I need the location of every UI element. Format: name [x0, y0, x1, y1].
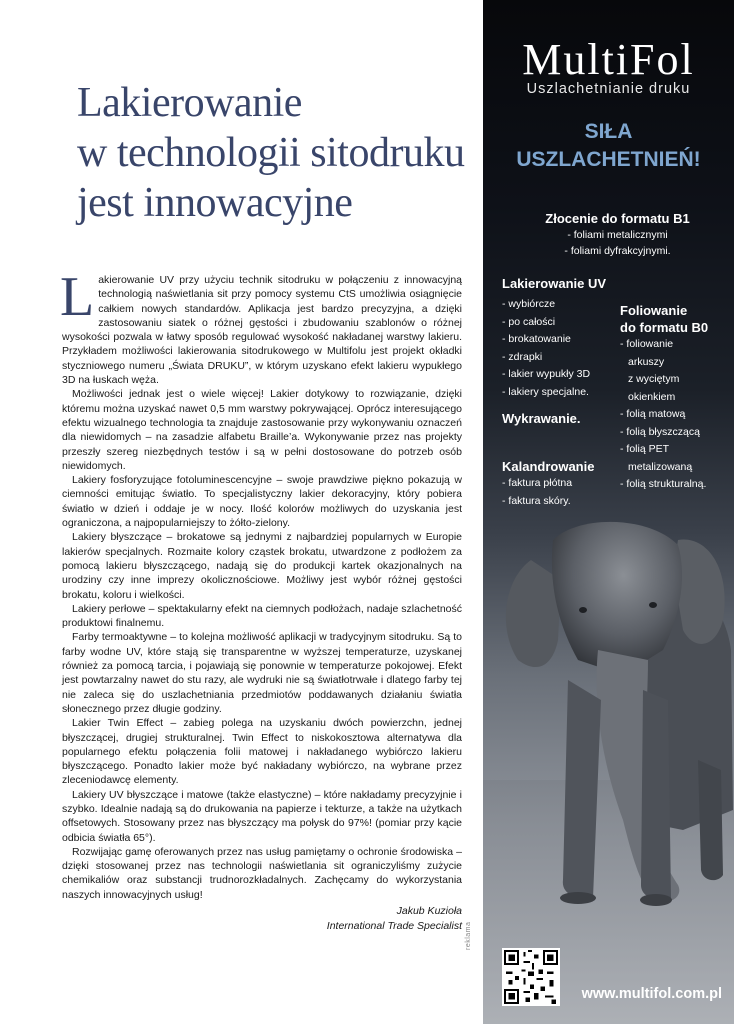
service-heading: Foliowanie: [620, 303, 688, 318]
paragraph: Lakiery błyszczące – brokatowe są jednymi z najbardziej popularnych w Europie lakierów specjalnych. Rozmaite kolory cząstek brokatu, utwardzone z podłożem za pomocą lakieru błyszczącego, nadają się do produkcji kartek okazjonalnych na urodziny czy inne imprezy okolicznościowe. Możliwy jest wybór różnej gęstości brokatu, koloru i wielkości.: [62, 531, 462, 601]
slogan-line-2: USZLACHETNIEŃ!: [516, 148, 701, 171]
service-item: metalizowaną: [628, 460, 693, 473]
multifol-logo: MultiFol: [522, 35, 695, 84]
service-lakierowanie: [502, 275, 606, 401]
service-item: - folią strukturalną.: [620, 478, 707, 490]
title-line-3: jest innowacyjne: [77, 180, 353, 226]
service-heading: Kalandrowanie: [502, 459, 595, 474]
slogan-line-1: SIŁA: [584, 120, 633, 143]
service-item: arkuszy: [628, 355, 665, 368]
qr-code-icon: [502, 948, 560, 1006]
signature: [62, 904, 462, 934]
service-item: z wyciętym: [628, 373, 680, 385]
service-item: - lakier wypukły 3D: [502, 368, 591, 380]
paragraph: Farby termoaktywne – to kolejna możliwość aplikacji w tradycyjnym sitodruku. Są to farby wodne UV, które stają się transparentne w wyższej temperaturze, uzyskanej również za pomocą tarcia, i pojawiają się ponownie w temperaturze pokojowej. Efekt jest powtarzalny nawet do stu razy, ale wydruki nie są światłotrwałe i dlatego farby tej nie zaleca się do uszlachetniania przedmiotów poddawanych działaniu światła słonecznego przez długie godziny.: [62, 631, 462, 715]
service-heading: do formatu B0: [620, 320, 709, 335]
service-item: - lakiery specjalne.: [502, 385, 589, 398]
website-link[interactable]: www.multifol.com.pl: [581, 986, 722, 1002]
service-item: - po całości: [502, 315, 556, 328]
paragraph: Lakierowanie UV przy użyciu technik sitodruku w połączeniu z innowacyjną technologią naświetlania sit przy pomocy systemu CtS umożliwia osiągnięcie całkiem nowych standardów. Aplikacja jest bardzo precyzyjna, a dzięki zastosowaniu siatek o różnej gęstości i zbudowaniu szablonów o różnej wysokości pozwala w łatwy sposób regulować wysokość nakładanej warstwy lakieru. Przykładem możliwości lakierowania sitodrukowego w Multifolu jest projekt okładki styczniowego numeru „Świata DRUKU”, w którym uzyskano efekt lakieru wypukłego 3D na łuskach węża.: [60, 266, 462, 387]
author-role: International Trade Specialist: [326, 920, 462, 933]
article-title: [77, 78, 477, 228]
drop-cap: L: [60, 266, 95, 328]
service-zlocenie: [515, 210, 720, 259]
service-item: - zdrapki: [502, 350, 543, 363]
service-item: - foliowanie: [620, 338, 674, 350]
elephant-image: [483, 500, 734, 1024]
service-wykrawanie: [502, 410, 581, 427]
paragraph: Lakiery perłowe – spektakularny efekt na ciemnych podłożach, nadaje szlachetność produktowi finalnemu.: [62, 602, 462, 630]
paragraph: Możliwości jednak jest o wiele więcej! Lakier dotykowy to rozwiązanie, dzięki któremu można uzyskać nawet 0,5 mm warstwy pokrywającej. Oprócz interesującego efektu wizualnego technologia ta znajduje zastosowanie przy wykonywaniu oznaczeń dla niewidomych – na zasadzie alfabetu Braille’a. Wykonywanie przez nas projekty przeszły szereg niezbędnych testów i są w pełni dostosowane do potrzeb osób niewidomych.: [62, 388, 462, 472]
advertisement-label: reklama: [465, 921, 472, 950]
advertisement-panel: [483, 0, 734, 1024]
paragraph: Lakiery fosforyzujące fotoluminescencyjne – swoje prawdziwe piękno pokazują w ciemności emitując światło. To specjalistyczny lakier dekoracyjny, który pobiera światło w dzień i oddaje je w nocy. Ilość kolorów możliwych do uzyskania jest ograniczona, a najpopularniejszy to żółto-zielony.: [62, 474, 462, 530]
service-heading: Wykrawanie.: [502, 411, 581, 426]
slogan: [483, 118, 734, 174]
paragraph: Lakier Twin Effect – zabieg polega na uzyskaniu dwóch powierzchn, jednej błyszczącej, drugiej strukturalnej. Twin Effect to niskokosztowa alternatywa dla popularnego efektu połączenia folii matowej i nakładanego wybiórczo lakieru błyszczącego. Ponadto lakier może być nakładany wybiórczo, na wybrane przez zleceniodawcę elementy.: [62, 717, 462, 787]
service-item: okienkiem: [628, 390, 676, 403]
service-item: - brokatowanie: [502, 333, 571, 345]
paragraph: Lakiery UV błyszczące i matowe (także elastyczne) – które nakładamy precyzyjnie i szybko. Idealnie nadają są do drukowania na papierze i tekturze, a także na użytkach offsetowych. Stosowany przez nas błyszczący ma połysk do 97%! (pomiar przy kącie odbicia światła 65°).: [62, 788, 462, 844]
title-line-1: Lakierowanie: [77, 80, 302, 126]
service-item: - faktura płótna: [502, 477, 573, 489]
logo-subtitle: Uszlachetnianie druku: [526, 81, 691, 97]
service-item: - folią błyszczącą: [620, 425, 700, 438]
service-item: - folią PET: [620, 443, 670, 455]
service-item: - foliami dyfrakcyjnymi.: [564, 245, 671, 257]
article-body: [60, 266, 462, 934]
service-heading: Lakierowanie UV: [502, 276, 607, 291]
service-item: - foliami metalicznymi: [567, 229, 668, 241]
service-item: - wybiórcze: [502, 298, 556, 310]
service-item: - folią matową: [620, 408, 686, 420]
paragraph: Rozwijając gamę oferowanych przez nas usług pamiętamy o ochronie środowiska – dzięki stosowanej przez nas technologii naświetlania sit ograniczyliśmy zużycie chemikaliów oraz substancji trudnorozkładalnych. Zachęcamy do wykorzystania naszych innowacyjnych usług!: [62, 845, 462, 901]
service-item: - faktura skóry.: [502, 494, 571, 507]
author-name: Jakub Kuzioła: [396, 905, 462, 918]
service-foliowanie: [620, 302, 708, 494]
title-line-2: w technologii sitodruku: [77, 130, 465, 176]
service-heading: Złocenie do formatu B1: [545, 211, 690, 226]
